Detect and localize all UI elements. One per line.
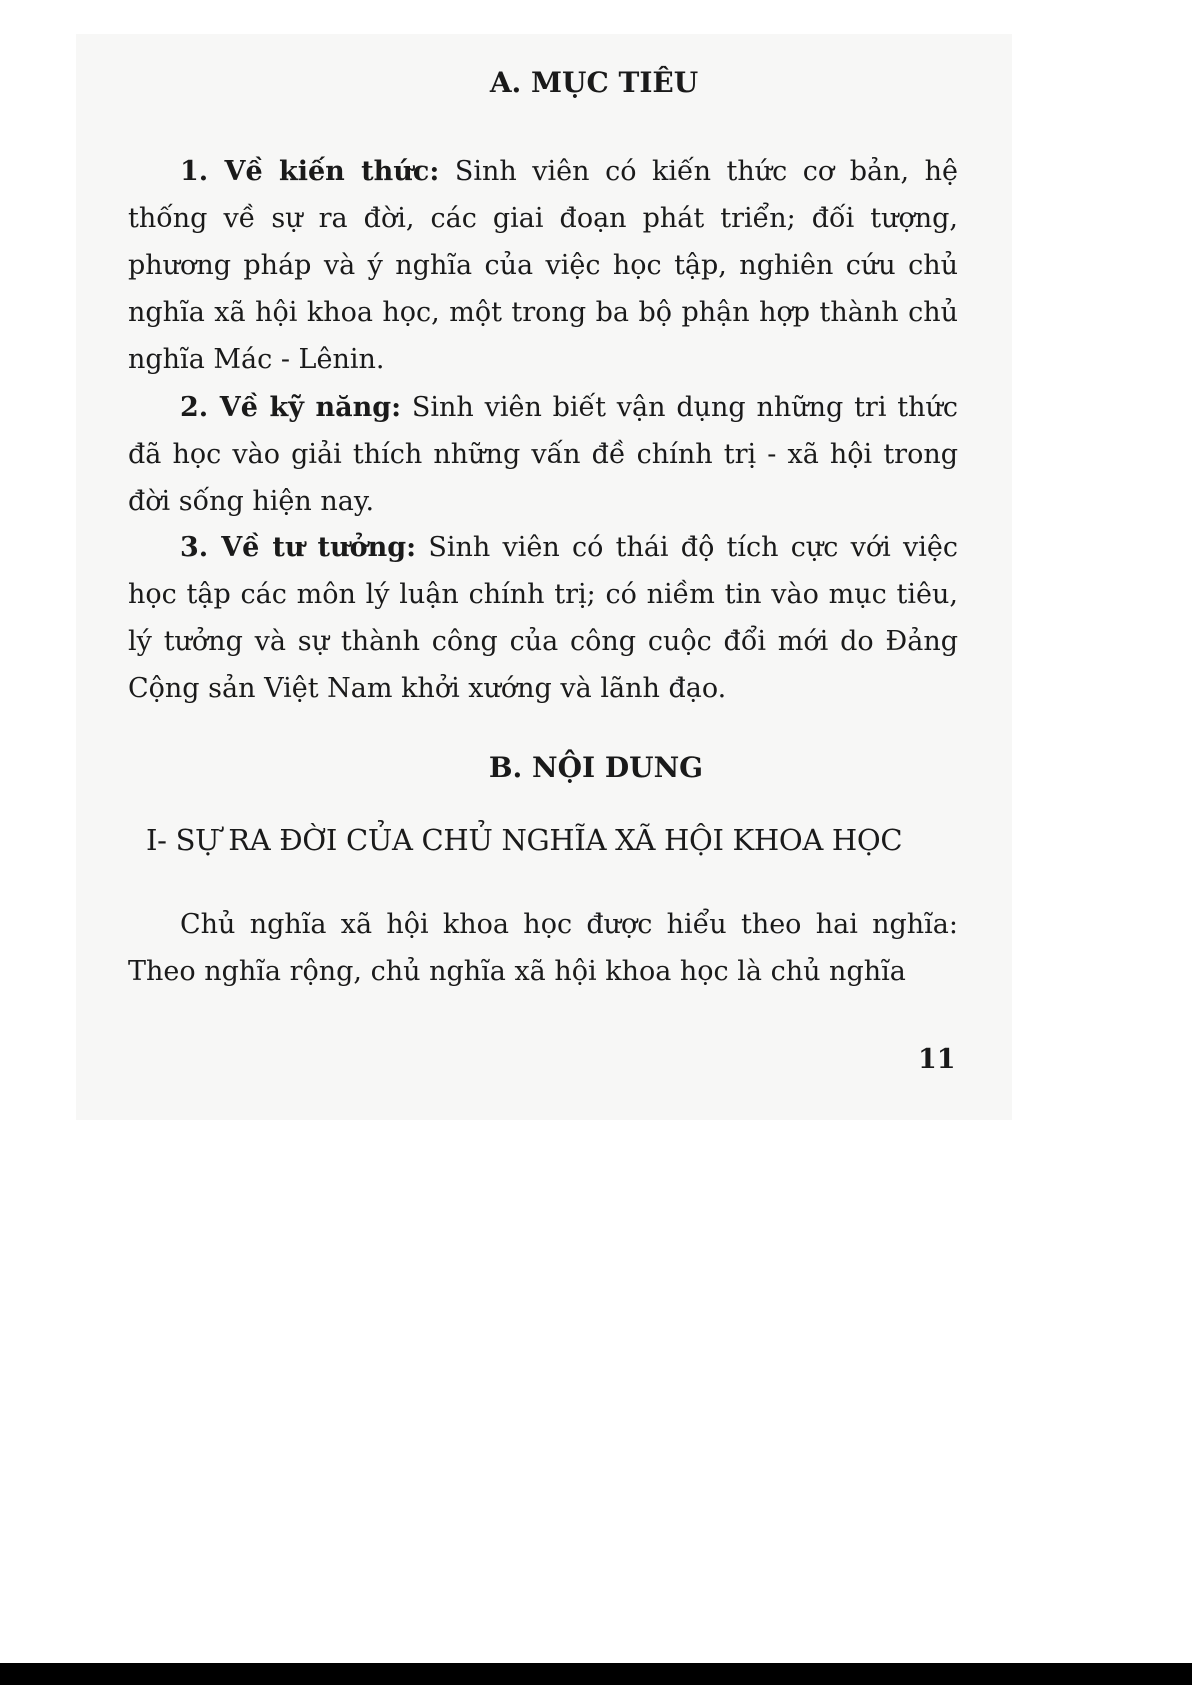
paragraph: Chủ nghĩa xã hội khoa học được hiểu theo hai nghĩa: Theo nghĩa rộng, chủ nghĩa xã hội khoa học là chủ nghĩa (128, 909, 958, 987)
objective-text: Sinh viên có thái độ tích cực với việc học tập các môn lý luận chính trị; có niềm tin vào mục tiêu, lý tưởng và sự thành công của công cuộc đổi mới do Đảng Cộng sản Việt Nam khởi xướng và lãnh đạo. (128, 532, 958, 704)
paragraph (128, 524, 958, 712)
bottom-border (0, 1663, 1192, 1685)
section-a-title: A. MỤC TIÊU (489, 66, 699, 99)
objective-skills (128, 384, 958, 525)
page-number: 11 (918, 1044, 956, 1075)
objective-label: 2. Về kỹ năng: (180, 392, 402, 423)
objective-knowledge (128, 148, 958, 383)
section-b-heading (0, 751, 1192, 784)
objective-attitude (128, 524, 958, 712)
objective-label: 3. Về tư tưởng: (180, 532, 417, 563)
objective-text: Sinh viên có kiến thức cơ bản, hệ thống về sự ra đời, các giai đoạn phát triển; đối tượng, phương pháp và ý nghĩa của việc học tập, nghiên cứu chủ nghĩa xã hội khoa học, một trong ba bộ phận hợp thành chủ nghĩa Mác - Lênin. (128, 156, 958, 375)
section-a-heading (0, 66, 1192, 99)
objective-text: Sinh viên biết vận dụng những tri thức đã học vào giải thích những vấn đề chính trị - xã hội trong đời sống hiện nay. (128, 392, 959, 517)
paragraph (128, 148, 958, 383)
section-b-title: B. NỘI DUNG (488, 751, 704, 784)
paragraph (128, 384, 958, 525)
section-b-body (128, 901, 958, 995)
section-b-subheading: I- SỰ RA ĐỜI CỦA CHỦ NGHĨA XÃ HỘI KHOA HỌC (146, 823, 903, 857)
objective-label: 1. Về kiến thức: (180, 156, 440, 187)
